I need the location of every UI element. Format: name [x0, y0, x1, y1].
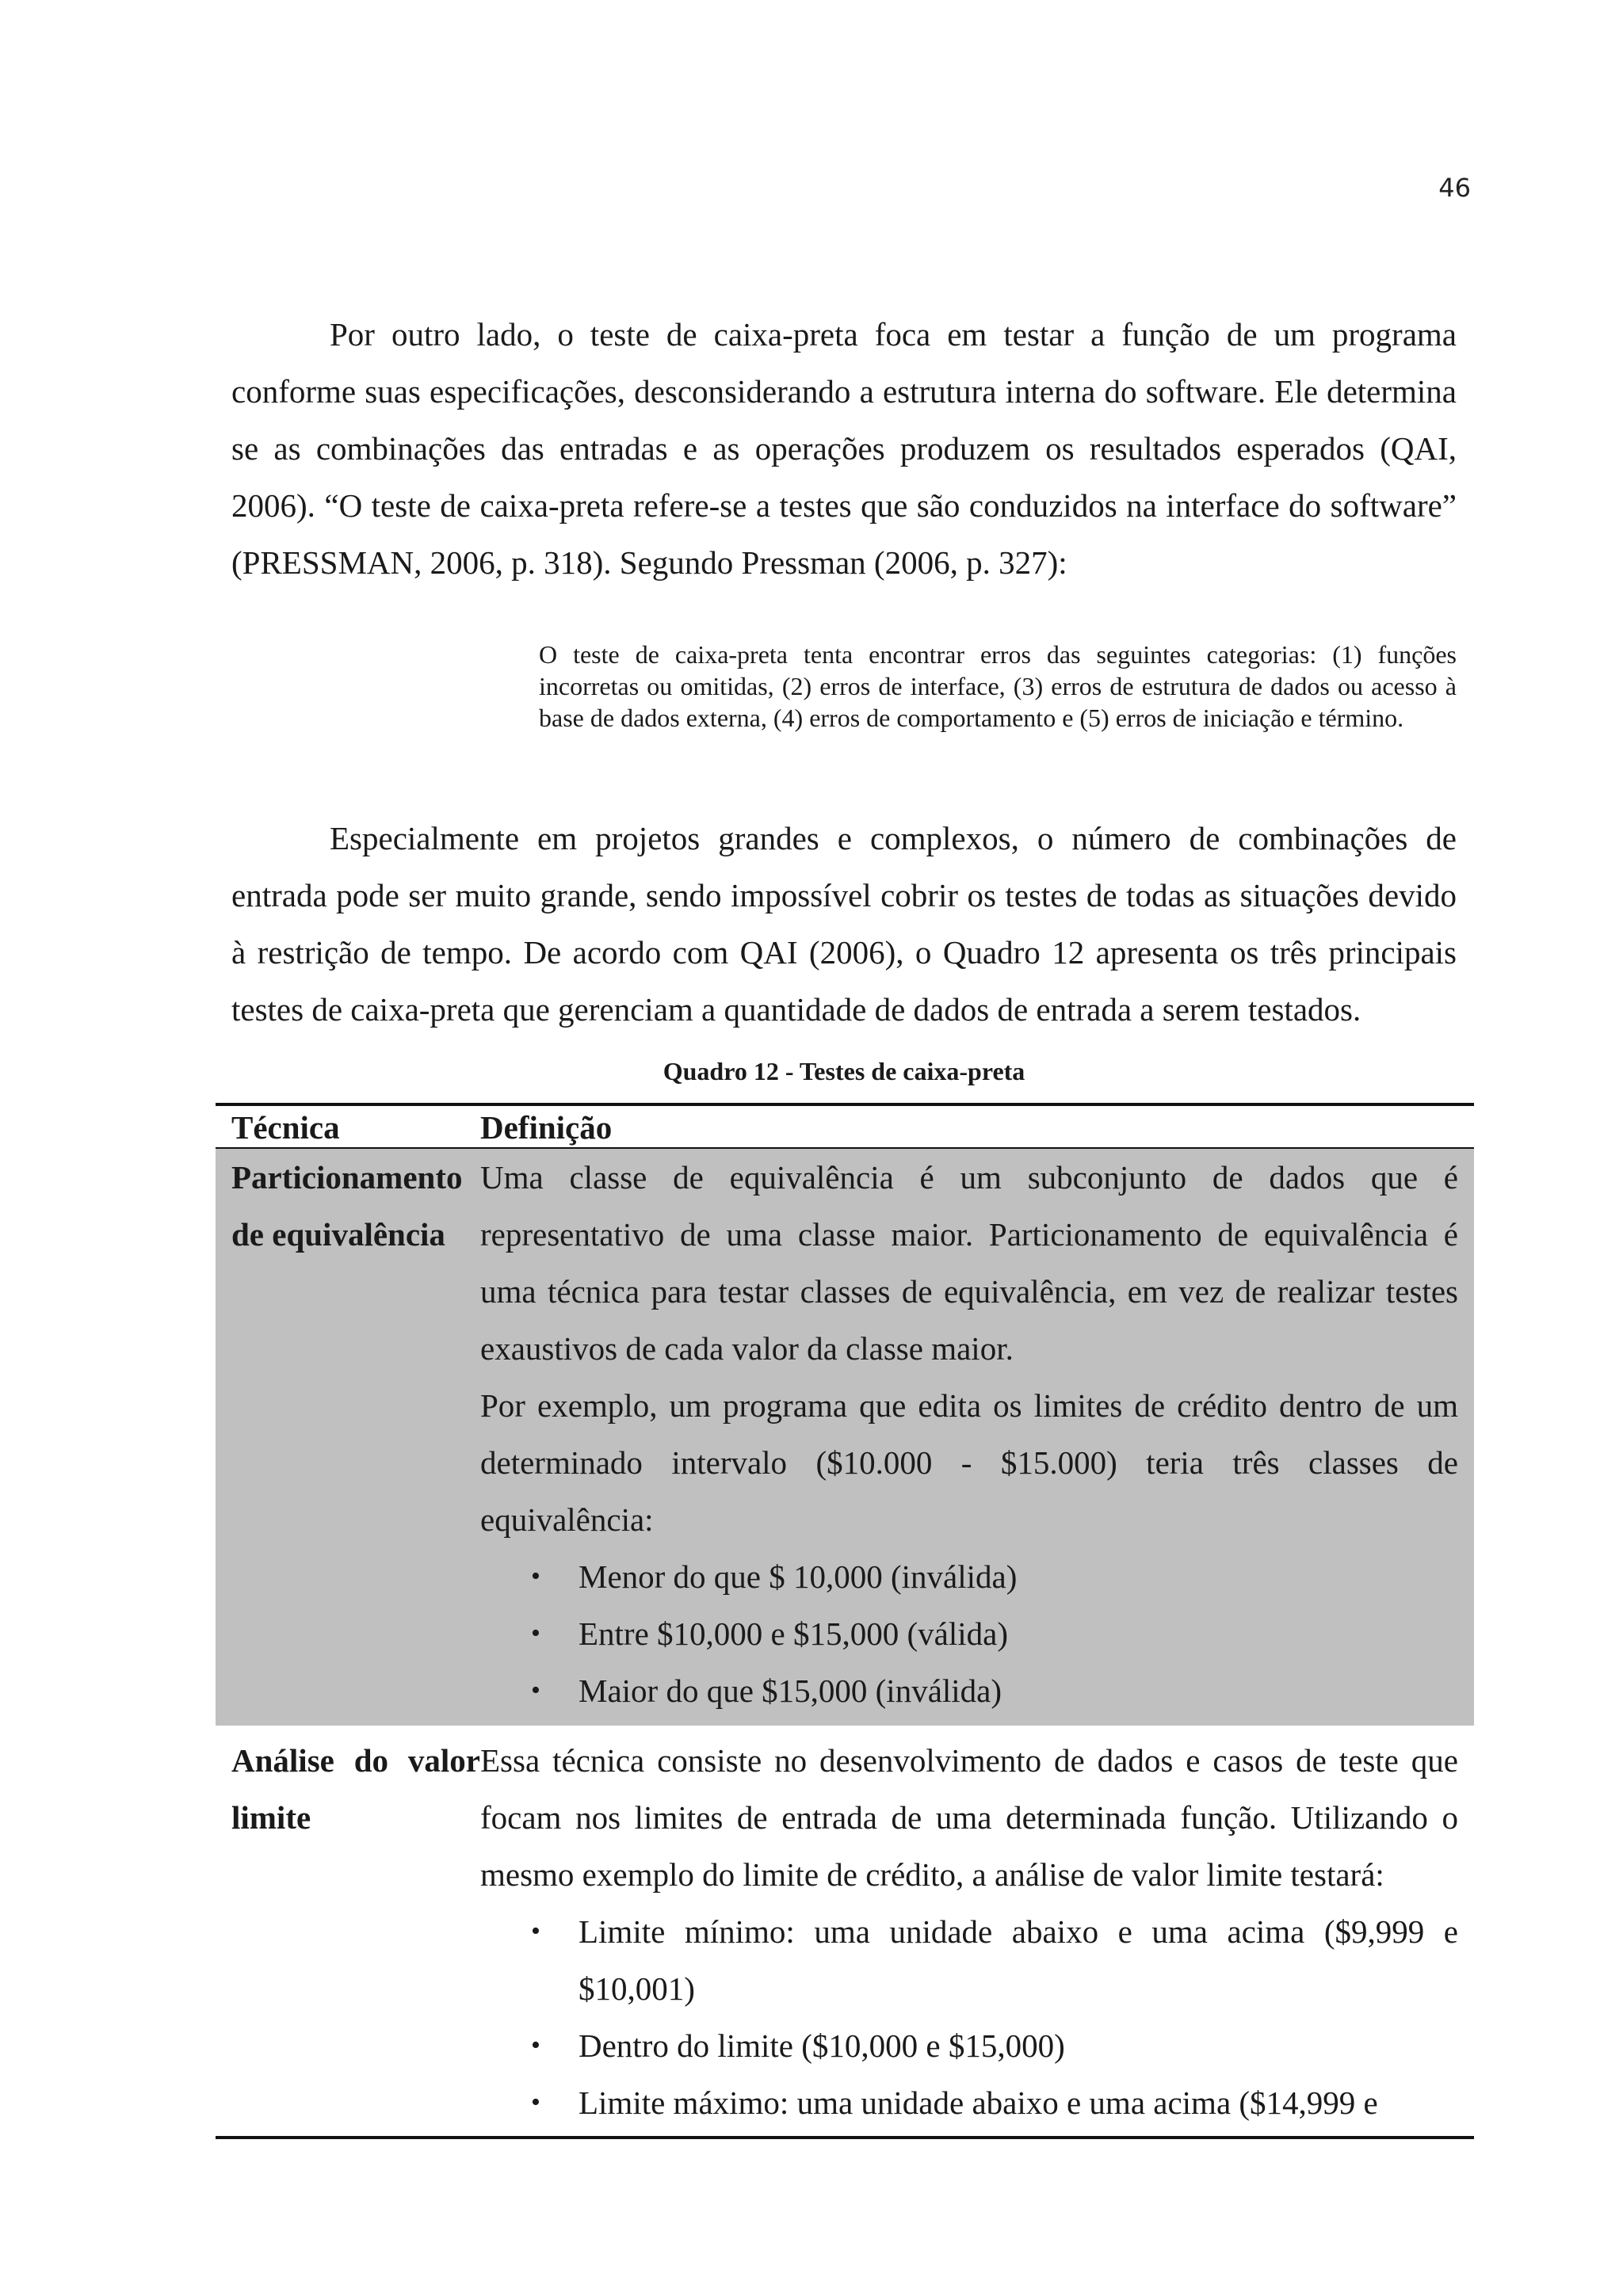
- table-row: [216, 1149, 1474, 1726]
- bullet-icon: •: [531, 1917, 540, 1946]
- list-item: [531, 2074, 1458, 2131]
- paragraph-1-text: Por outro lado, o teste de caixa-preta foca em testar a função de um programa conforme suas especificações, desconsiderando a estrutura interna do software. Ele determina se as combinações das entradas e as operações produzem os resultados esperados (QAI, 2006). “O teste de caixa-preta refere-se a testes que são conduzidos na interface do software” (PRESSMAN, 2006, p. 318). Segundo Pressman (2006, p. 327):: [231, 316, 1457, 581]
- list-item-text: Dentro do limite ($10,000 e $15,000): [579, 2027, 1065, 2064]
- definition-paragraph: Por exemplo, um programa que edita os limites de crédito dentro de um determinado intervalo ($10.000 - $15.000) teria três classes de equivalência:: [480, 1387, 1458, 1538]
- bullet-icon: •: [531, 1676, 540, 1705]
- bullet-icon: •: [531, 1562, 540, 1591]
- bullet-list: [480, 1548, 1458, 1719]
- technique-cell: Particionamento de equivalência: [231, 1159, 463, 1253]
- list-item: [531, 1903, 1458, 2017]
- list-item-text: Menor do que $ 10,000 (inválida): [579, 1558, 1018, 1595]
- bullet-list: [480, 1903, 1458, 2131]
- table-header-row: [216, 1106, 1474, 1149]
- paragraph-2-text: Especialmente em projetos grandes e complexos, o número de combinações de entrada pode ser muito grande, sendo impossível cobrir os testes de todas as situações devido à restrição de tempo. De acordo com QAI (2006), o Quadro 12 apresenta os três principais testes de caixa-preta que gerenciam a quantidade de dados de entrada a serem testados.: [231, 820, 1457, 1028]
- list-item-text: Entre $10,000 e $15,000 (válida): [579, 1615, 1008, 1652]
- definition-cell: [480, 1732, 1474, 2131]
- page-number: 46: [1438, 173, 1471, 203]
- list-item: [531, 1662, 1458, 1719]
- techniques-table: [216, 1103, 1474, 2139]
- paragraph-1: [231, 306, 1457, 591]
- list-item-text: Maior do que $15,000 (inválida): [579, 1672, 1002, 1709]
- header-technique: Técnica: [231, 1109, 340, 1146]
- table-row: [216, 1726, 1474, 2136]
- definition-cell: [480, 1149, 1474, 1719]
- list-item-text: Limite mínimo: uma unidade abaixo e uma acima ($9,999 e $10,001): [579, 1913, 1458, 2007]
- list-item: [531, 2017, 1458, 2074]
- block-quote: O teste de caixa-preta tenta encontrar erros das seguintes categorias: (1) funções incorretas ou omitidas, (2) erros de interface, (3) erros de estrutura de dados ou acesso à base de dados externa, (4) erros de comportamento e (5) erros de iniciação e término.: [539, 640, 1457, 732]
- list-item-text: Limite máximo: uma unidade abaixo e uma acima ($14,999 e: [579, 2084, 1378, 2121]
- list-item: [531, 1605, 1458, 1662]
- table-caption: Quadro 12 - Testes de caixa-preta: [663, 1057, 1025, 1085]
- technique-cell: Análise do valor limite: [231, 1742, 480, 1836]
- bullet-icon: •: [531, 1619, 540, 1648]
- header-definition: Definição: [480, 1109, 613, 1146]
- list-item: [531, 1548, 1458, 1605]
- bullet-icon: •: [531, 2031, 540, 2060]
- definition-paragraph: Uma classe de equivalência é um subconjunto de dados que é representativo de uma classe maior. Particionamento de equivalência é uma técnica para testar classes de equivalência, em vez de realizar testes exaustivos de cada valor da classe maior.: [480, 1159, 1458, 1367]
- paragraph-2: [231, 810, 1457, 1038]
- definition-paragraph: Essa técnica consiste no desenvolvimento de dados e casos de teste que focam nos limites de entrada de uma determinada função. Utilizando o mesmo exemplo do limite de crédito, a análise de valor limite testará:: [480, 1742, 1458, 1893]
- bullet-icon: •: [531, 2088, 540, 2117]
